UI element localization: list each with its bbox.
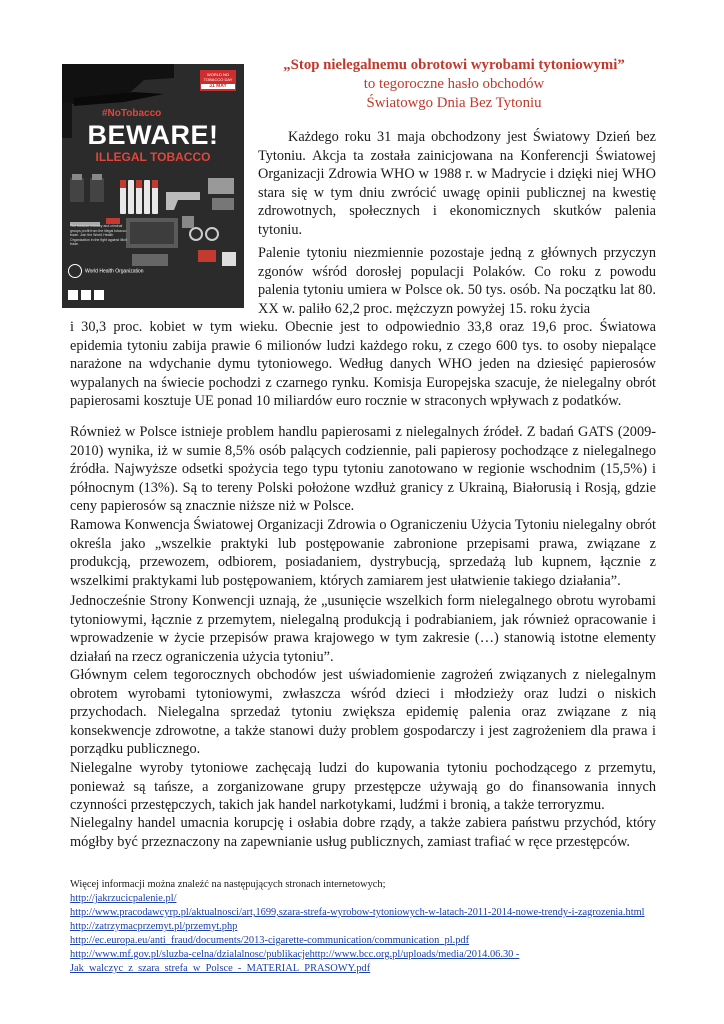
poster-hashtag: #NoTobacco bbox=[102, 108, 162, 119]
paragraph-intro: Każdego roku 31 maja obchodzony jest Światowy Dzień bez Tytoniu. Akcja ta została zainicjowana na Konferencji Światowej Organizacji Zdrowia WHO w 1988 r. w Madrycie i dzięki niej WHO stara się w tym dniu zwrócić uwagę opinii publicznej na kwestię zdrowotnych, społecznych i ekonomicznych skutków palenia tytoniu. bbox=[258, 129, 656, 238]
references-intro: Więcej informacji można znaleźć na następujących stronach internetowych; bbox=[70, 879, 386, 890]
reference-link[interactable]: http://zatrzymacprzemyt.pl/przemyt.php bbox=[70, 921, 238, 932]
who-globe-icon bbox=[68, 264, 82, 278]
world-no-tobacco-day-badge bbox=[200, 70, 236, 91]
paragraph-statistics-part1: Palenie tytoniu niezmiennie pozostaje jedną z głównych przyczyn zgonów wśród dorosłej populacji Polaków. Co roku z powodu palenia tytoniu umiera w Polsce ok. 50 tys. osób. Na początku lat 80. XX w. paliło 62,2 proc. mężczyzn powyżej 15. roku życia bbox=[258, 245, 656, 317]
paragraph-poland: Również w Polsce istnieje problem handlu papierosami z nielegalnych źródeł. Z badań GATS (2009-2010) wynika, iż w sumie 8,5% osób palących codziennie, pali papierosy pochodzące z nielegalnego źródła. Najwyższe odsetki spożycia tego typu tytoniu zanotowano w regionie wschodnim (15,5%) i północnym (13%). Są to tereny Polski położone wzdłuż granicy z Ukrainą, Białorusią i Rosją, gdzie ceny papierosów są znacznie niższe niż w Polsce. bbox=[70, 424, 656, 514]
poster-subheadline: ILLEGAL TOBACCO bbox=[95, 150, 211, 164]
logo-mark bbox=[94, 290, 104, 300]
badge-date: 31 MAY bbox=[201, 84, 235, 89]
badge-label: WORLD NO TOBACCO DAY bbox=[203, 72, 233, 82]
paragraph-statistics-part2: i 30,3 proc. kobiet w tym wieku. Obecnie jest to odpowiednio 33,8 oraz 19,6 proc. Światowa epidemia tytoniu zabija prawie 6 milionów ludzi każdego roku, z czego 600 tys. to osoby niepalące narażone na wdychanie dymu tytoniowego. Według danych WHO jeden na dziesięć papierosów wypalanych na świecie pochodzi z czarnego rynku. Komisja Europejska szacuje, że nielegalny obrót papierosami kosztuje UE ponad 10 miliardów euro rocznie w straconych wpływach z podatków. bbox=[70, 319, 656, 409]
paragraph-convention-parties: Jednocześnie Strony Konwencji uznają, że „usunięcie wszelkich form nielegalnego obrotu wyrobami tytoniowymi, łącznie z przemytem, nielegalną produkcją i podrabianiem, jak również opracowanie i wprowadzenie w życie przepisów prawa krajowego w tym zakresie (…) stanowią istotne elementy działań na rzecz ograniczenia użycia tytoniu”. bbox=[70, 593, 656, 665]
paragraph-main-goal: Głównym celem tegorocznych obchodów jest uświadomienie zagrożeń związanych z nielegalnym obrotem wyrobami tytoniowymi, zwłaszcza wśród dzieci i młodzieży oraz ludzi o niskich przychodach. Nielegalna sprzedaż tytoniu zwiększa epidemię palenia oraz związane z nią konsekwencje zdrowotne, a także stanowi duży problem gospodarczy i jest zagrożeniem dla prawa i porządku publicznego. bbox=[70, 667, 656, 757]
article-subtitle-line1: to tegoroczne hasło obchodów bbox=[363, 76, 545, 92]
reference-link[interactable]: http://www.mf.gov.pl/sluzba-celna/dzialalnosc/publikacjehttp://www.bcc.org.pl/uploads/media/2014.06.30 -Jak_walczyc_z_szara_strefa_w_Polsce_-_MATERIAL_PRASOWY.pdf bbox=[70, 949, 520, 974]
partner-logos bbox=[68, 290, 104, 300]
logo-mark bbox=[68, 290, 78, 300]
article-title: „Stop nielegalnemu obrotowi wyrobami tytoniowymi” bbox=[283, 57, 625, 73]
article-header bbox=[244, 56, 664, 113]
poster-blurb: The tobacco industry and criminal groups profit from the illegal tobacco trade. Join the World Health Organization in the fight against illicit trade. bbox=[70, 224, 127, 246]
reference-link[interactable]: http://jakrzucicpalenie.pl/ bbox=[70, 893, 177, 904]
reference-link[interactable]: http://ec.europa.eu/anti_fraud/documents/2013-cigarette-communication/communication_pl.pdf bbox=[70, 935, 470, 946]
paragraph-crime-financing: Nielegalne wyroby tytoniowe zachęcają ludzi do kupowania tytoniu pochodzącego z przemytu, ponieważ są tańsze, a zorganizowane grupy przestępcze używają go do finansowania innych czynności przestępczych, takich jak handel narkotykami, ludźmi i bronią, a także terroryzmu. bbox=[70, 760, 656, 813]
beware-illegal-tobacco-poster bbox=[62, 64, 244, 308]
logo-mark bbox=[81, 290, 91, 300]
who-name: World Health Organization bbox=[85, 268, 144, 275]
contraband-items-illustration bbox=[62, 172, 244, 275]
who-logo bbox=[68, 264, 144, 278]
article-subtitle-line2: Światowgo Dnia Bez Tytoniu bbox=[366, 95, 542, 111]
references-section bbox=[70, 878, 656, 976]
reference-link[interactable]: http://www.pracodawcyrp.pl/aktualnosci/art,1699,szara-strefa-wyrobow-tytoniowych-w-latach-2011-2014-nowe-trendy-i-zagrozenia.html bbox=[70, 907, 645, 918]
poster-headline: BEWARE! bbox=[87, 120, 219, 150]
paragraph-corruption: Nielegalny handel umacnia korupcję i osłabia dobre rządy, a także zabiera państwu przychód, który mógłby być przeznaczony na zapewnianie usług publicznych, zamiast trafiać w ręce przestępców. bbox=[70, 815, 656, 850]
paragraph-convention-definition: Ramowa Konwencja Światowej Organizacji Zdrowia o Ograniczeniu Użycia Tytoniu nielegalny obrót określa jako „wszelkie praktyki lub postępowanie zabronione przepisami prawa, związane z produkcją, przewozem, odbiorem, posiadaniem, dystrybucją, sprzedażą lub kupnem, łącznie z wszelkimi praktykami lub postępowaniem, których zamiarem jest ułatwienie takiego działania”. bbox=[70, 517, 656, 589]
